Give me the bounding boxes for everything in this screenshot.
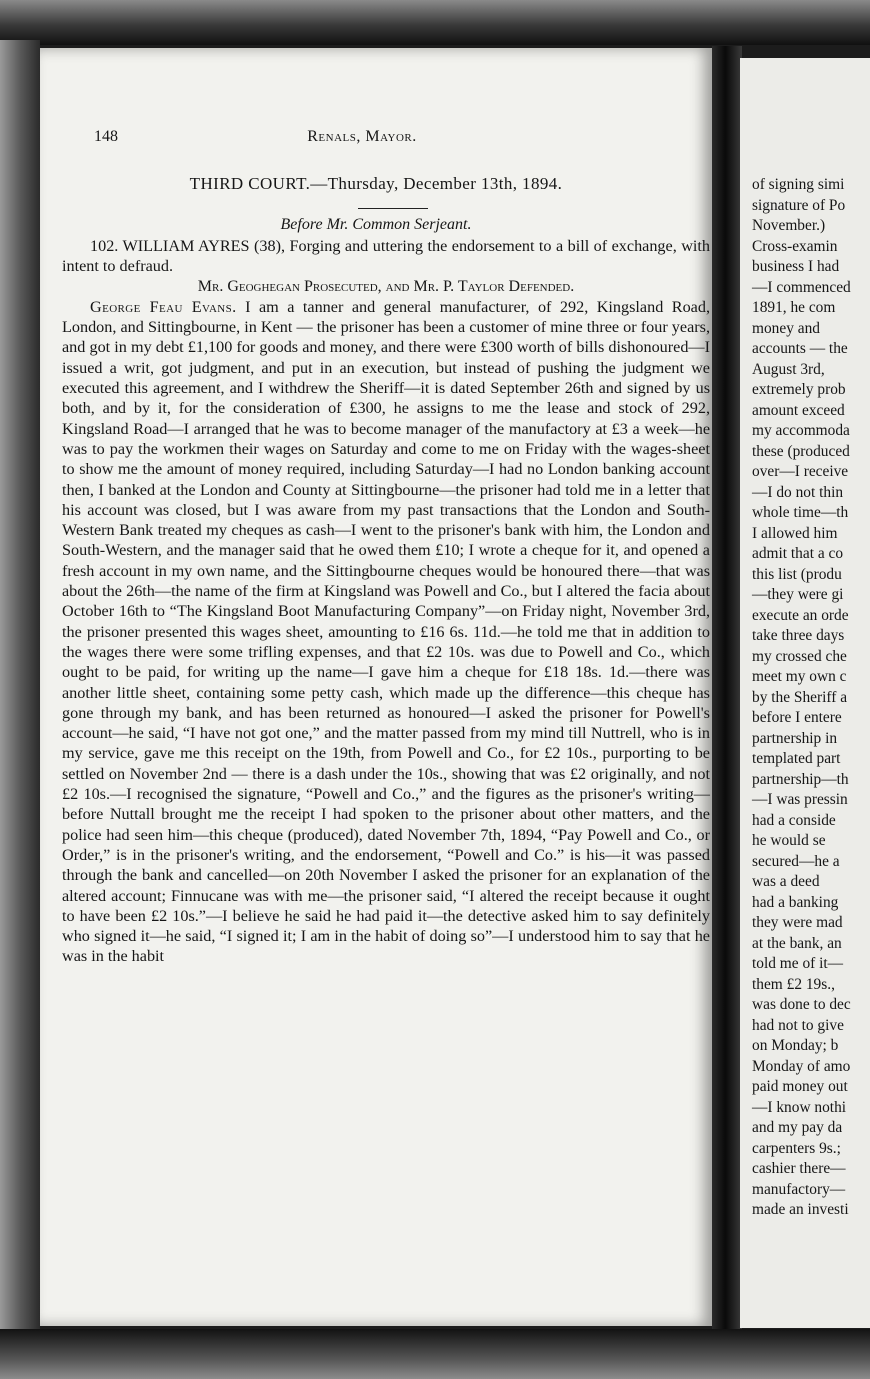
- right-page-line: signature of Po: [752, 196, 846, 214]
- right-page-line: had a banking: [752, 893, 839, 911]
- right-page-line: by the Sheriff a: [752, 688, 848, 706]
- running-head: Renals, Mayor.: [307, 128, 417, 145]
- right-page-line: templated part: [752, 750, 841, 767]
- right-page-line: made an investi: [752, 1201, 849, 1218]
- right-page-line: money and: [752, 319, 820, 337]
- case-heading: 102. WILLIAM AYRES (38), Forging and uttering the endorsement to a bill of exchange, with intent to defraud.: [62, 237, 710, 276]
- right-page-line: secured—he a: [752, 852, 840, 870]
- right-page-line: and my pay da: [752, 1119, 843, 1136]
- right-page-line: these (produced: [752, 442, 850, 460]
- right-page-line: November.): [752, 217, 826, 234]
- right-page-line: of signing simi: [752, 176, 845, 193]
- right-page-line: —I know nothi: [752, 1098, 847, 1116]
- before-line: Before Mr. Common Serjeant.: [280, 216, 472, 233]
- right-page-line: accounts — the: [752, 340, 848, 357]
- right-page-line: 1891, he com: [752, 299, 836, 316]
- right-page-line: was a deed: [752, 873, 820, 890]
- right-page-line: told me of it—: [752, 955, 844, 972]
- right-page-line: partnership in: [752, 729, 838, 747]
- right-page-line: —I do not thin: [752, 483, 844, 501]
- right-page-line: this list (produ: [752, 565, 842, 583]
- right-page-line: extremely prob: [752, 381, 846, 398]
- right-page-line: had not to give: [752, 1016, 844, 1034]
- page-header: [52, 128, 672, 152]
- right-page-line: —they were gi: [752, 586, 844, 603]
- witness-name: George Feau Evans.: [90, 297, 237, 316]
- right-page-line: take three days: [752, 627, 845, 644]
- right-page-line: carpenters 9s.;: [752, 1139, 841, 1157]
- right-page-line: business I had: [752, 258, 840, 275]
- testimony-paragraph: [62, 297, 710, 967]
- right-page-line: they were mad: [752, 914, 843, 931]
- right-page-line: he would se: [752, 832, 826, 849]
- right-page-line: on Monday; b: [752, 1037, 839, 1054]
- right-page-line: meet my own c: [752, 668, 847, 685]
- book-gutter: [712, 46, 742, 1336]
- right-page-line: before I entere: [752, 709, 842, 726]
- right-page-line: over—I receive: [752, 463, 849, 480]
- right-page-line: —I commenced: [752, 278, 851, 296]
- counsel-line: Mr. Geoghegan Prosecuted, and Mr. P. Taylor Defended.: [197, 277, 575, 295]
- right-page-line: Monday of amo: [752, 1057, 851, 1075]
- right-page-line: my crossed che: [752, 647, 847, 665]
- title-rule: [358, 208, 428, 209]
- right-page-line: execute an orde: [752, 606, 849, 624]
- section-title: THIRD COURT.—Thursday, December 13th, 1894.: [189, 174, 563, 193]
- right-page-line: admit that a co: [752, 545, 844, 562]
- book-edge-left: [0, 40, 40, 1340]
- right-page-line: my accommoda: [752, 422, 850, 439]
- page-number: 148: [94, 128, 118, 145]
- right-page-line: had a conside: [752, 811, 836, 829]
- right-page-line: Cross-examin: [752, 237, 838, 255]
- right-page-line: partnership—th: [752, 770, 849, 788]
- right-page-line: was done to dec: [752, 996, 851, 1013]
- right-page-line: manufactory—: [752, 1180, 846, 1198]
- right-page-line: —I was pressin: [752, 791, 848, 808]
- scanner-bed-top: [0, 0, 870, 45]
- right-page-line: August 3rd,: [752, 360, 825, 378]
- right-page-text: [752, 175, 870, 1221]
- right-page-line: paid money out: [752, 1078, 848, 1095]
- right-page-line: amount exceed: [752, 401, 845, 419]
- right-page-line: them £2 19s.,: [752, 975, 835, 993]
- right-page-line: at the bank, an: [752, 934, 842, 952]
- testimony-text: I am a tanner and general manufacturer, of 292, Kingsland Road, London, and Sittingbourne, in Kent — the prisoner has been a customer of mine three or four years, and got in my debt £1,100 for goods and money, and there were £300 worth of bills dishonoured—I issued a writ, got judgment, and put in an execution, but instead of pushing the judgment we executed this agreement, and I withdrew the Sheriff—it is dated September 26th and signed by us both, and by it, for the consideration of £300, he assigns to me the lease and stock of 292, Kingsland Road—I arranged that he was to become manager of the manufactory at £3 a week—he was to pay the workmen their wages on Saturday and come to me on Friday with the wages-sheet to show me the amount of money required, including Saturday—I had no London banking account then, I banked at the London and County at Sittingbourne—the prisoner had told me in a letter that his account was closed, but I was aware from my past transactions that the London and South-Western Bank treated my cheques as cash—I went to the prisoner's bank with him, the London and South-Western, and the manager said that he owed them £10; I wrote a cheque for it, and opened a fresh account in my own name, and the Sittingbourne cheques would be honoured there—that was about the 26th—the name of the firm at Kingsland was Powell and Co., but I altered the facia about October 16th to “The Kingsland Boot Manufacturing Company”—on Friday night, November 3rd, the prisoner presented this wages sheet, amounting to £16 6s. 11d.—he told me that in addition to the wages there were some trifling expenses, and that £2 10s. was due to Powell and Co., which ought to be paid, for writing up the name—I gave him a cheque for £18 18s. 1d.—there was another little sheet, containing some petty cash, which made up the difference—this cheque has gone through my bank, and has been returned as honoured—I asked the prisoner for Powell's account—he said, “I have not got one,” and the matter passed from my mind till Nuttrell, who is in my service, gave me this receipt on the 19th, from Powell and Co., for £2 10s., purporting to be settled on November 2nd — there is a dash under the 10s., showing that was £2 originally, and not £2 10s.—I recognised the signature, “Powell and Co.,” and the figures as the prisoner's writing—before Nuttall brought me the receipt I had spoken to the prisoner about other matters, and the police had seen him—this cheque (produced), dated November 7th, 1894, “Pay Powell and Co., or Order,” is in the prisoner's writing, and the endorsement, “Powell and Co.” is his—it was passed through the bank and cancelled—on 20th November I asked the prisoner for an explanation of the altered account; Finnucane was with me—the prisoner said, “I altered the receipt because it ought to have been £2 10s.”—I believe he said he had paid it—the detective asked him to say definitely who signed it—he said, “I signed it; I am in the habit of doing so”—I understood him to say that he was in the habit: [62, 297, 710, 966]
- right-page-line: I allowed him: [752, 524, 838, 542]
- right-page-line: cashier there—: [752, 1160, 846, 1177]
- scanner-bed-bottom: [0, 1329, 870, 1379]
- right-page-line: whole time—th: [752, 504, 849, 521]
- case-report: [62, 236, 710, 967]
